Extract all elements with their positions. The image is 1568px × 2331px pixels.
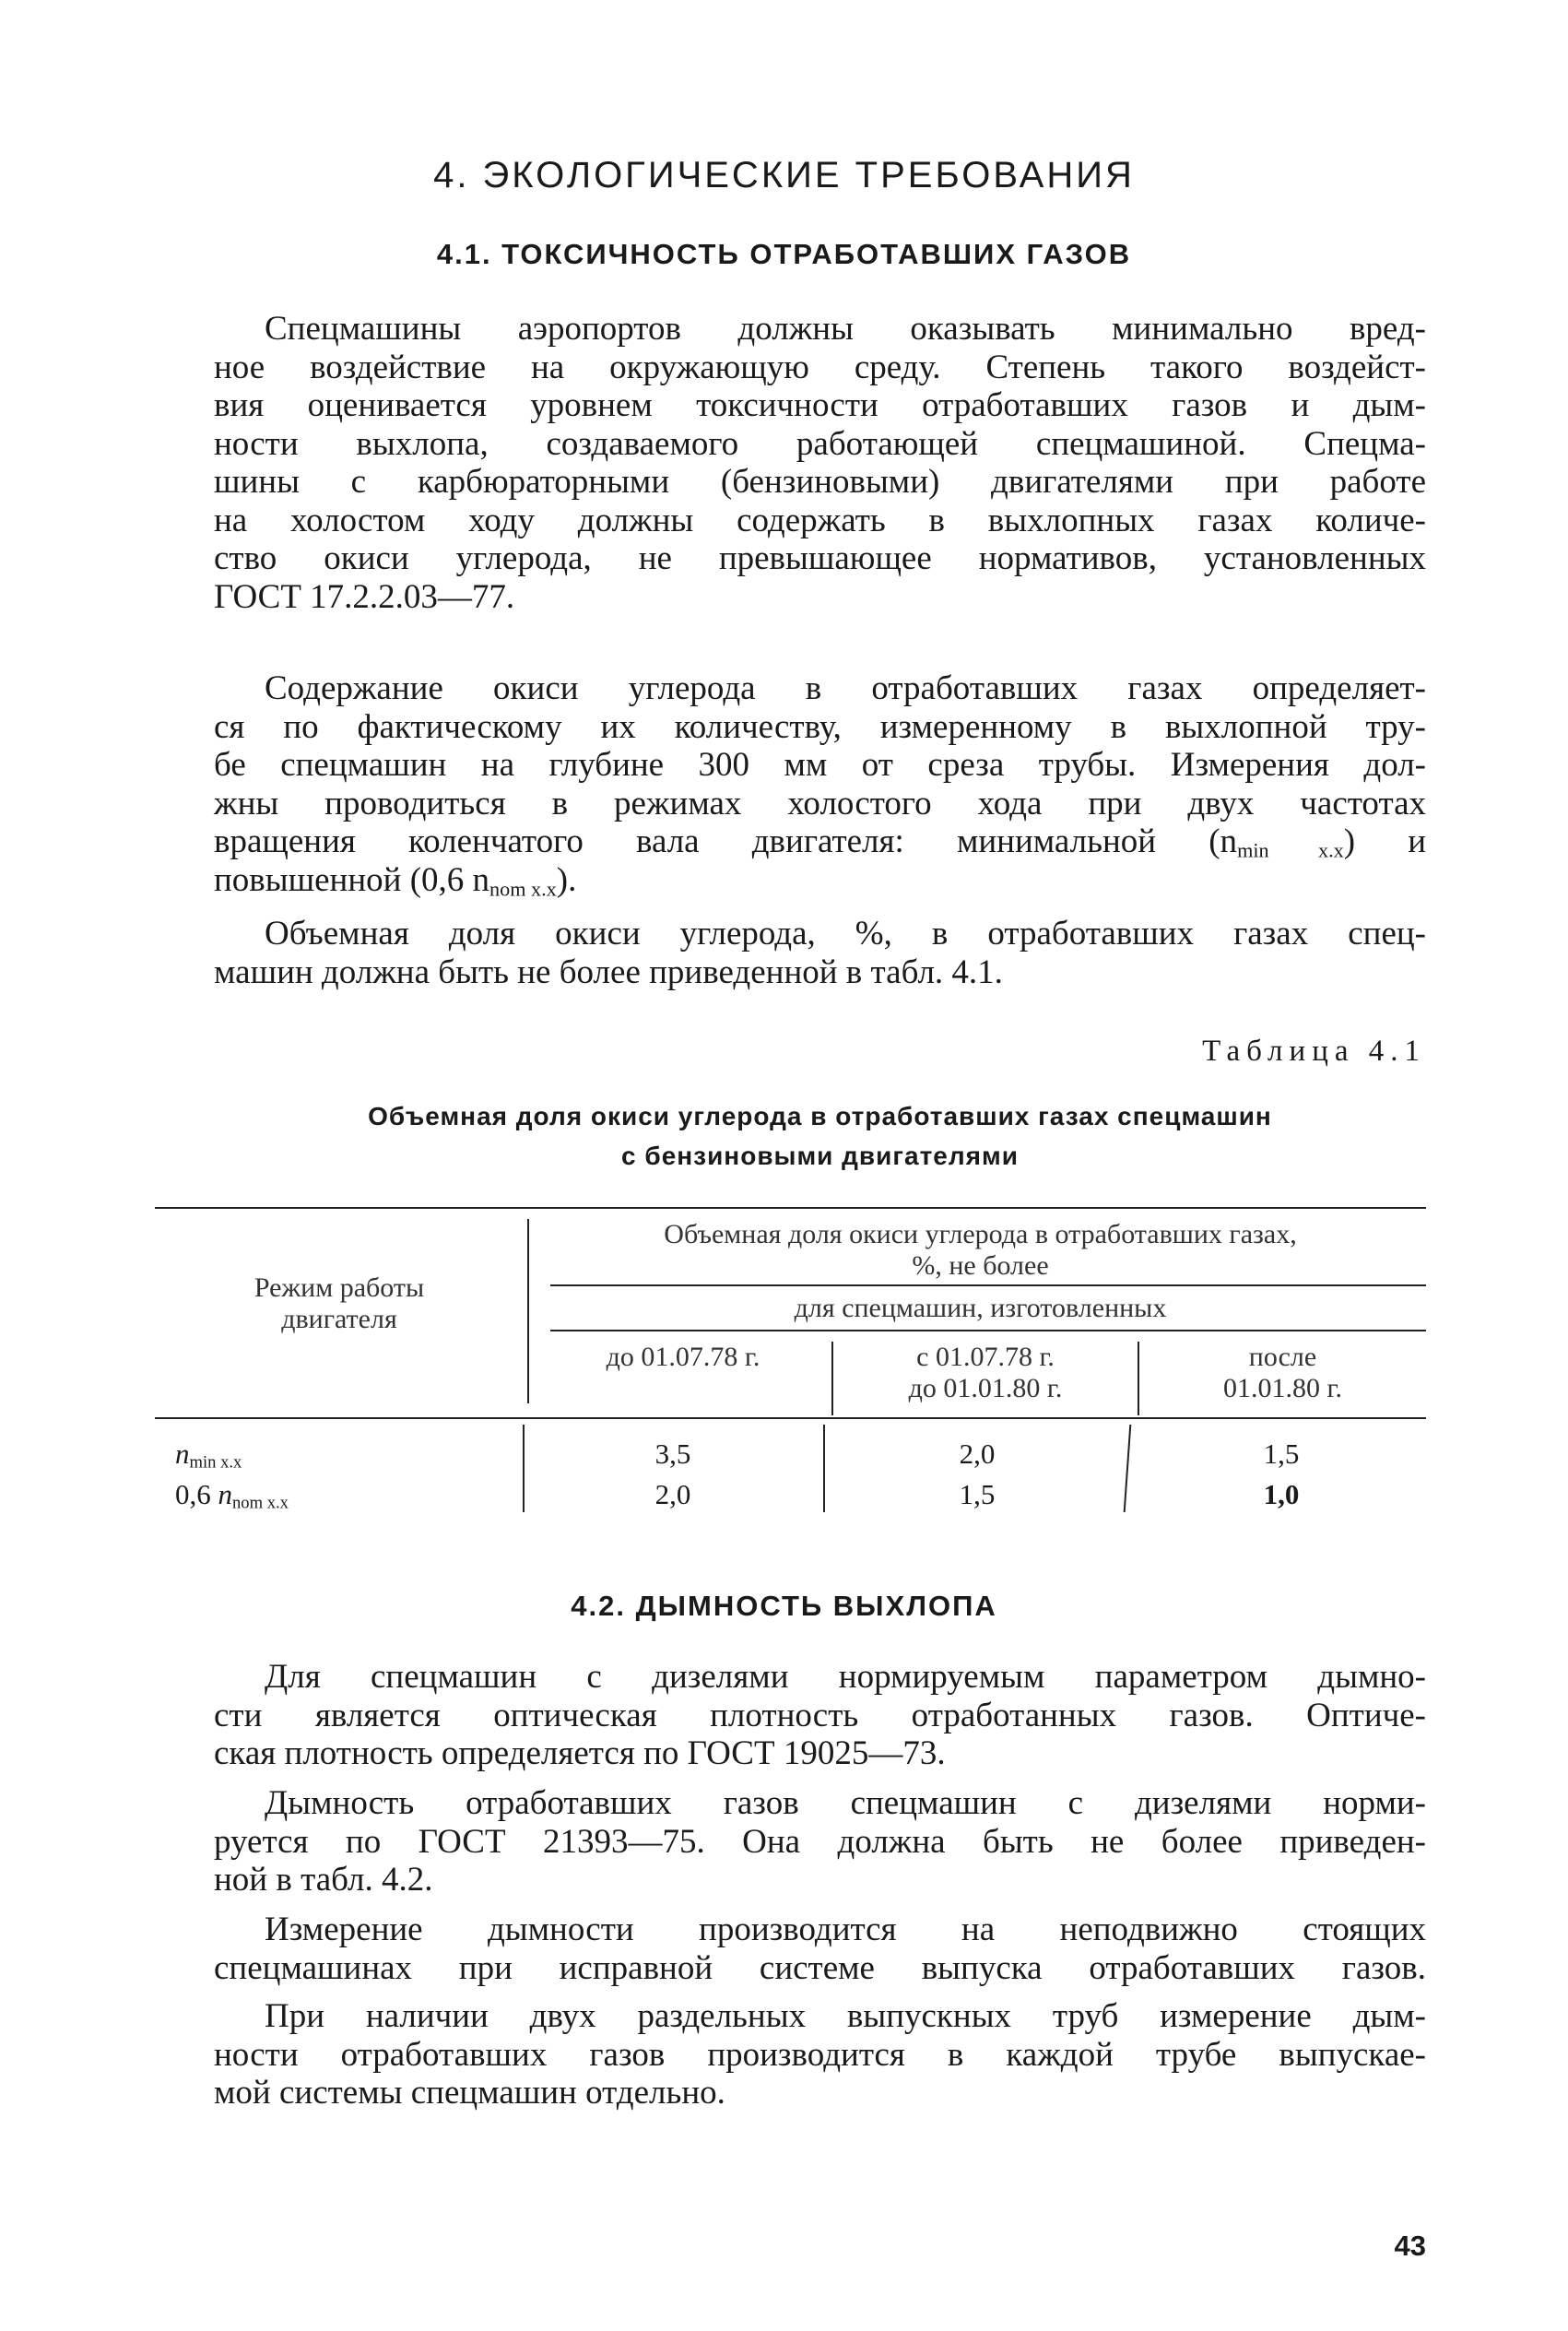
table-number: Таблица 4.1 — [1202, 1035, 1426, 1068]
text-line: спецмашинах при исправной системе выпуска отработавших газов. — [214, 1948, 1426, 1987]
text-line: машин должна быть не более приведенной в табл. 4.1. — [214, 953, 1003, 991]
table-divider — [523, 1425, 525, 1512]
table-rule — [155, 1417, 1426, 1419]
text-line: Объемная доля окиси углерода, %, в отработавших газах спец- — [265, 915, 1426, 953]
text-line: мой системы спецмашин отдельно. — [214, 2074, 725, 2112]
text: n — [218, 1478, 232, 1510]
subscript: nom х.х — [489, 877, 557, 901]
text: n — [175, 1438, 190, 1470]
header-text: до 01.01.80 г. — [908, 1373, 1063, 1403]
text-line: ская плотность определяется по ГОСТ 19025—73. — [214, 1734, 946, 1772]
subscript: nom х.х — [232, 1493, 289, 1513]
table-title: с бензиновыми двигателями — [621, 1142, 1019, 1170]
paragraph-5 — [214, 1784, 1426, 1899]
header-col-1: до 01.07.78 г. — [606, 1342, 760, 1372]
header-main — [535, 1219, 1426, 1282]
table-divider — [1124, 1425, 1132, 1512]
text-line: бе спецмашин на глубине 300 мм от среза трубы. Измерения дол- — [214, 746, 1426, 784]
header-sub: для спецмашин, изготовленных — [794, 1293, 1167, 1323]
text: ) и — [1343, 822, 1426, 860]
paragraph-3 — [214, 915, 1426, 991]
table-rule — [550, 1284, 1426, 1286]
subscript: min х.х — [1237, 838, 1344, 862]
text-line: При наличии двух раздельных выпускных труб измерение дым- — [265, 1997, 1426, 2035]
table-title: Объемная доля окиси углерода в отработавших газах спецмашин — [368, 1102, 1272, 1130]
paragraph-2 — [214, 669, 1426, 899]
text-line: Содержание окиси углерода в отработавших газах определяет- — [265, 669, 1426, 707]
text-line: Спецмашины аэропортов должны оказывать минимально вред- — [265, 310, 1426, 348]
text-line: ной в табл. 4.2. — [214, 1861, 433, 1899]
text-line: ГОСТ 17.2.2.03—77. — [214, 577, 515, 616]
text: ). — [556, 860, 577, 899]
header-text: Объемная доля окиси углерода в отработавших газах, — [664, 1219, 1297, 1249]
text-line: ное воздействие на окружающую среду. Степень такого воздейст- — [214, 348, 1426, 386]
table-divider — [527, 1219, 529, 1403]
header-col-3 — [1139, 1342, 1426, 1404]
paragraph-6 — [214, 1911, 1426, 1987]
subscript: min х.х — [189, 1452, 242, 1473]
table-cell: 3,5 — [654, 1438, 691, 1470]
header-col-2 — [833, 1342, 1138, 1404]
paragraph-1 — [214, 310, 1426, 616]
text-line — [214, 822, 1426, 861]
header-text: с 01.07.78 г. — [916, 1342, 1055, 1372]
paragraph-4 — [214, 1658, 1426, 1773]
text-line: Измерение дымности производится на неподвижно стоящих — [265, 1911, 1426, 1948]
row-label — [175, 1438, 242, 1473]
table-cell: 1,5 — [959, 1478, 996, 1510]
header-mode — [155, 1272, 524, 1335]
text-line: жны проводиться в режимах холостого хода при двух частотах — [214, 784, 1426, 822]
section-title: 4. ЭКОЛОГИЧЕСКИЕ ТРЕБОВАНИЯ — [433, 155, 1135, 195]
page-number: 43 — [1394, 2230, 1426, 2262]
paragraph-7 — [214, 1997, 1426, 2112]
subsection-title-smoke: 4.2. ДЫМНОСТЬ ВЫХЛОПА — [571, 1590, 997, 1622]
text-line — [214, 861, 1426, 900]
text-line: ся по фактическому их количеству, измеренному в выхлопной тру- — [214, 707, 1426, 746]
text-line: руется по ГОСТ 21393—75. Она должна быть не более приведен- — [214, 1822, 1426, 1861]
text-line: Дымность отработавших газов спецмашин с дизелями норми- — [265, 1784, 1426, 1822]
header-text: Режим работы — [253, 1272, 425, 1303]
row-label — [175, 1478, 289, 1513]
subsection-title-toxicity: 4.1. ТОКСИЧНОСТЬ ОТРАБОТАВШИХ ГАЗОВ — [436, 238, 1132, 270]
text: повышенной (0,6 n — [214, 860, 490, 899]
text-line: на холостом ходу должны содержать в выхлопных газах количе- — [214, 501, 1426, 539]
table-rule — [155, 1207, 1426, 1209]
text: вращения коленчатого вала двигателя: минимальной (n — [214, 822, 1238, 860]
text-line: ности выхлопа, создаваемого работающей спецмашиной. Спецма- — [214, 424, 1426, 463]
text-line: вия оценивается уровнем токсичности отработавших газов и дым- — [214, 386, 1426, 424]
text-line: сти является оптическая плотность отработанных газов. Оптиче- — [214, 1696, 1426, 1734]
table-divider — [823, 1425, 825, 1512]
text: 0,6 — [175, 1478, 218, 1510]
text-line: шины с карбюраторными (бензиновыми) двигателями при работе — [214, 463, 1426, 501]
table-cell: 1,5 — [1263, 1438, 1300, 1470]
table-cell: 1,0 — [1263, 1478, 1300, 1510]
text-line: ности отработавших газов производится в каждой трубе выпускае- — [214, 2035, 1426, 2074]
table-cell: 2,0 — [654, 1478, 691, 1510]
table-cell: 2,0 — [959, 1438, 996, 1470]
header-text: после — [1248, 1342, 1317, 1372]
header-text: %, не более — [912, 1250, 1049, 1281]
text-line: ство окиси углерода, не превышающее нормативов, установленных — [214, 539, 1426, 577]
header-text: 01.01.80 г. — [1223, 1373, 1342, 1403]
header-text: двигателя — [281, 1304, 397, 1334]
text-line: Для спецмашин с дизелями нормируемым параметром дымно- — [265, 1658, 1426, 1696]
table-rule — [550, 1330, 1426, 1331]
